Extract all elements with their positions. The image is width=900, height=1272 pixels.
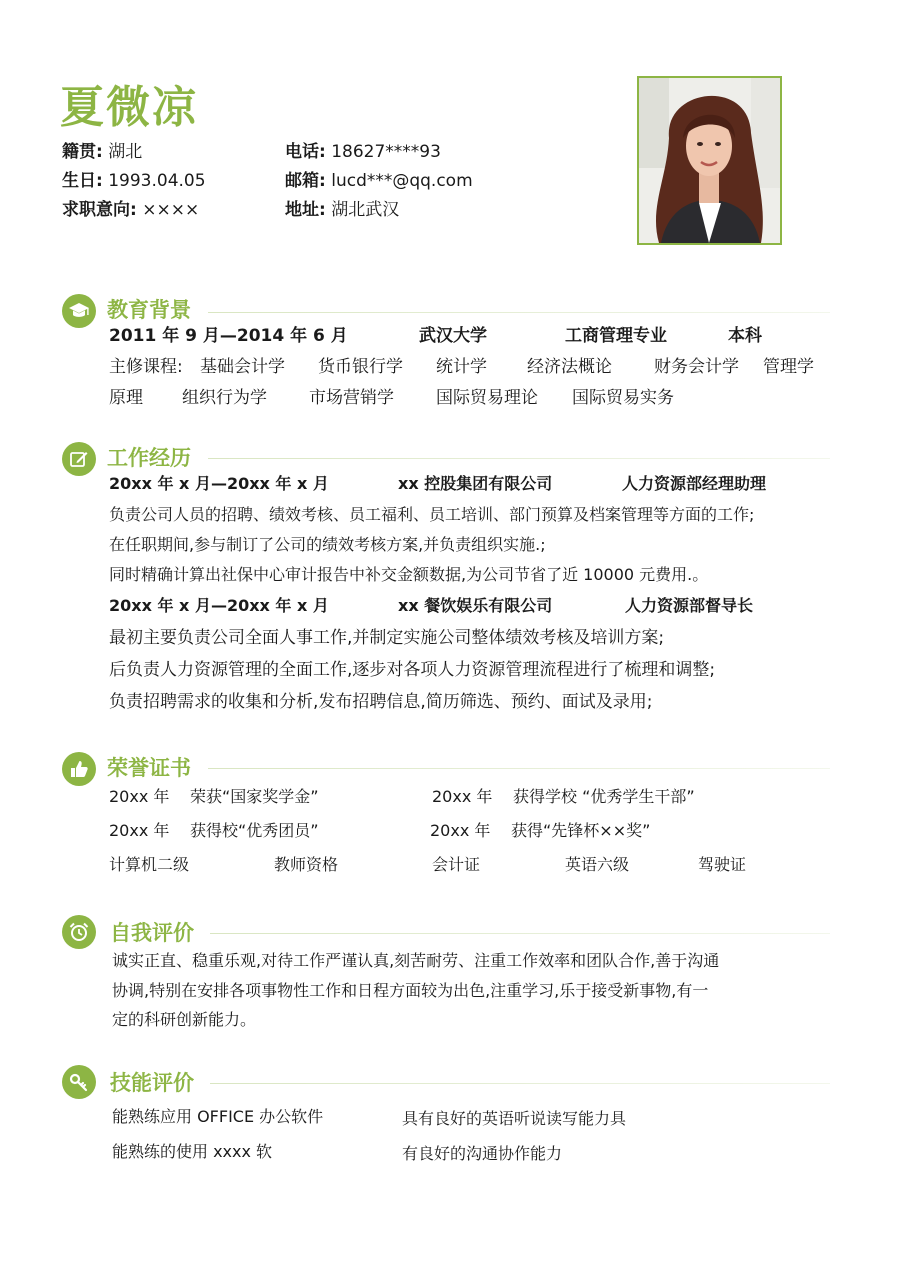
job-company: xx 控股集团有限公司	[398, 474, 553, 493]
job-duty: 负责公司人员的招聘、绩效考核、员工福利、员工培训、部门预算及档案管理等方面的工作;	[109, 505, 755, 524]
course-item: 市场营销学	[309, 388, 394, 408]
honor-text: 荣获“国家奖学金”	[190, 787, 319, 806]
certificate-item: 教师资格	[274, 855, 339, 874]
section-divider	[210, 933, 830, 934]
certificate-item: 驾驶证	[698, 855, 747, 874]
section-title-self-evaluation: 自我评价	[110, 921, 194, 945]
certificate-item: 英语六级	[565, 855, 630, 874]
course-item: 国际贸易理论	[436, 388, 538, 408]
course-item: 管理学	[763, 357, 814, 377]
honor-year: 20xx 年	[432, 787, 493, 806]
honor-text: 获得校“优秀团员”	[190, 821, 319, 840]
course-item: 经济法概论	[527, 357, 612, 377]
course-item: 财务会计学	[654, 357, 739, 377]
phone: 电话: 18627****93	[285, 142, 441, 162]
education-school: 武汉大学	[419, 326, 487, 346]
education-degree: 本科	[728, 326, 762, 346]
section-title-honors: 荣誉证书	[107, 756, 191, 780]
education-major: 工商管理专业	[565, 326, 667, 346]
honor-text: 获得“先锋杯××奖”	[511, 821, 651, 840]
native-place: 籍贯: 湖北	[62, 142, 143, 162]
edit-icon	[62, 442, 96, 476]
course-item: 统计学	[436, 357, 487, 377]
honor-year: 20xx 年	[109, 787, 170, 806]
job-duty: 同时精确计算出社保中心审计报告中补交金额数据,为公司节省了近 10000 元费用.。	[109, 565, 709, 584]
section-divider	[208, 312, 830, 313]
skill-item: 具有良好的英语听说读写能力具	[402, 1109, 627, 1128]
profile-photo	[637, 76, 782, 245]
education-period: 2011 年 9 月—2014 年 6 月	[109, 326, 348, 346]
address: 地址: 湖北武汉	[285, 200, 400, 220]
graduation-cap-icon	[62, 294, 96, 328]
honor-year: 20xx 年	[430, 821, 491, 840]
section-divider	[210, 1083, 830, 1084]
birthday: 生日: 1993.04.05	[62, 171, 206, 191]
honor-text: 获得学校 “优秀学生干部”	[513, 787, 695, 806]
section-divider	[208, 458, 830, 459]
course-item: 基础会计学	[200, 357, 285, 377]
section-title-education: 教育背景	[107, 298, 191, 322]
portrait-illustration	[639, 78, 780, 243]
section-title-work: 工作经历	[107, 446, 191, 470]
job-objective: 求职意向: ××××	[62, 200, 200, 220]
key-icon	[62, 1065, 96, 1099]
section-divider	[208, 768, 830, 769]
alarm-clock-icon	[62, 915, 96, 949]
job-role: 人力资源部经理助理	[622, 474, 767, 493]
skill-item: 能熟练应用 OFFICE 办公软件	[112, 1107, 324, 1126]
job-company: xx 餐饮娱乐有限公司	[398, 596, 553, 615]
certificate-item: 会计证	[432, 855, 481, 874]
self-eval-line: 定的科研创新能力。	[112, 1010, 257, 1029]
course-item: 原理	[109, 388, 143, 408]
job-period: 20xx 年 x 月—20xx 年 x 月	[109, 596, 329, 615]
job-duty: 后负责人力资源管理的全面工作,逐步对各项人力资源管理流程进行了梳理和调整;	[109, 660, 716, 680]
job-role: 人力资源部督导长	[625, 596, 754, 615]
course-item: 国际贸易实务	[572, 388, 674, 408]
course-item: 货币银行学	[318, 357, 403, 377]
candidate-name: 夏微凉	[60, 82, 198, 133]
job-duty: 负责招聘需求的收集和分析,发布招聘信息,简历筛选、预约、面试及录用;	[109, 692, 653, 712]
job-period: 20xx 年 x 月—20xx 年 x 月	[109, 474, 329, 493]
courses-label: 主修课程:	[109, 357, 183, 377]
job-duty: 在任职期间,参与制订了公司的绩效考核方案,并负责组织实施.;	[109, 535, 546, 554]
certificate-item: 计算机二级	[109, 855, 190, 874]
section-title-skills: 技能评价	[110, 1071, 194, 1095]
thumbs-up-icon	[62, 752, 96, 786]
self-eval-line: 诚实正直、稳重乐观,对待工作严谨认真,刻苦耐劳、注重工作效率和团队合作,善于沟通	[112, 951, 720, 970]
skill-item: 能熟练的使用 xxxx 软	[112, 1142, 273, 1161]
self-eval-line: 协调,特别在安排各项事物性工作和日程方面较为出色,注重学习,乐于接受新事物,有一	[112, 981, 709, 1000]
course-item: 组织行为学	[182, 388, 267, 408]
email: 邮箱: lucd***@qq.com	[285, 171, 473, 191]
skill-item: 有良好的沟通协作能力	[402, 1144, 563, 1163]
honor-year: 20xx 年	[109, 821, 170, 840]
job-duty: 最初主要负责公司全面人事工作,并制定实施公司整体绩效考核及培训方案;	[109, 628, 665, 648]
